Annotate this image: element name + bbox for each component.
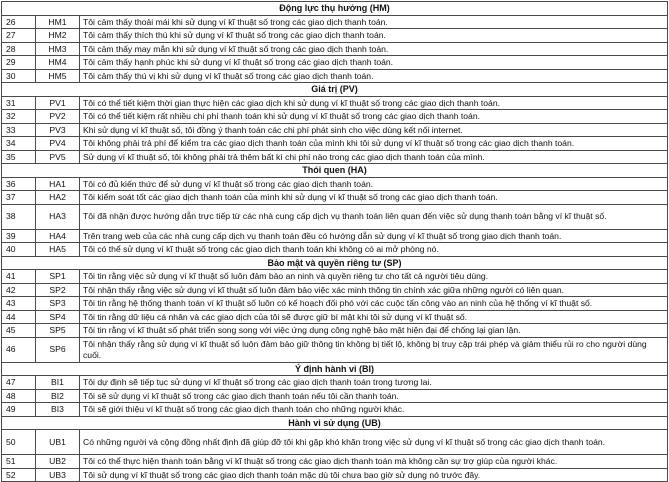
item-number: 41: [2, 270, 36, 284]
item-statement: Tôi kiểm soát tốt các giao dịch thanh toán của mình khi sử dụng ví kĩ thuật số trong các giao dịch thanh toán.: [80, 191, 668, 205]
table-row: [2, 96, 668, 110]
item-number: 35: [2, 150, 36, 164]
section-title: Động lực thụ hưởng (HM): [2, 2, 668, 16]
item-statement: Tôi dự định sẽ tiếp tục sử dụng ví kĩ thuật số trong các giao dịch thanh toán trong tương lai.: [80, 376, 668, 390]
item-code: PV2: [36, 110, 80, 124]
item-number: 48: [2, 389, 36, 403]
item-number: 38: [2, 204, 36, 229]
item-code: PV3: [36, 123, 80, 137]
item-code: HM2: [36, 29, 80, 43]
table-row: [2, 150, 668, 164]
item-code: BI3: [36, 403, 80, 417]
item-statement: Khi sử dụng ví kĩ thuật số, tôi đồng ý thanh toán các chi phí phát sinh cho việc dùng kết nối internet.: [80, 123, 668, 137]
table-row: [2, 110, 668, 124]
item-code: PV1: [36, 96, 80, 110]
item-number: 26: [2, 15, 36, 29]
item-code: PV4: [36, 137, 80, 151]
table-row: [2, 403, 668, 417]
table-row: [2, 29, 668, 43]
section-title: Bảo mật và quyền riêng tư (SP): [2, 256, 668, 270]
item-statement: Tôi cảm thấy hạnh phúc khi sử dụng ví kĩ thuật số trong các giao dịch thanh toán.: [80, 56, 668, 70]
section-header-row: [2, 362, 668, 376]
table-row: [2, 389, 668, 403]
table-row: [2, 56, 668, 70]
item-statement: Tôi cảm thấy thoải mái khi sử dụng ví kĩ thuật số trong các giao dịch thanh toán.: [80, 15, 668, 29]
item-code: SP4: [36, 310, 80, 324]
item-number: 32: [2, 110, 36, 124]
section-header-row: [2, 164, 668, 178]
section-title: Ý định hành vi (BI): [2, 362, 668, 376]
table-row: [2, 376, 668, 390]
table-row: [2, 270, 668, 284]
item-number: 42: [2, 283, 36, 297]
item-statement: Tôi cảm thấy thích thú khi sử dụng ví kĩ thuật số trong các giao dịch thanh toán.: [80, 29, 668, 43]
item-statement: Tôi sử dụng ví kĩ thuật số trong các giao dịch thanh toán mặc dù tôi chưa bao giờ sử dụng nó trước đây.: [80, 468, 668, 482]
item-statement: Tôi đã nhận được hướng dẫn trực tiếp từ các nhà cung cấp dịch vụ thanh toán liên quan đến việc sử dụng thanh toán bằng ví kĩ thuật số.: [80, 204, 668, 229]
item-statement: Tôi sẽ giới thiệu ví kĩ thuật số trong các giao dịch thanh toán cho những người khác.: [80, 403, 668, 417]
item-statement: Tôi có thể sử dụng ví kĩ thuật số trong các giao dịch thanh toán khi không có ai mở phòng nó.: [80, 243, 668, 257]
section-title: Hành vi sử dụng (UB): [2, 416, 668, 430]
item-statement: Tôi không phải trả phí để kiểm tra các giao dịch thanh toán của mình khi tôi sử dụng ví kĩ thuật số trong các giao dịch thanh toán.: [80, 137, 668, 151]
item-statement: Tôi có thể tiết kiệm thời gian thực hiện các giao dịch khi sử dụng ví kĩ thuật số trong các giao dịch thanh toán.: [80, 96, 668, 110]
item-number: 49: [2, 403, 36, 417]
table-row: [2, 137, 668, 151]
table-row: [2, 69, 668, 83]
section-header-row: [2, 256, 668, 270]
item-statement: Tôi tin rằng hệ thống thanh toán ví kĩ thuật số luôn có kế hoạch đối phó với các cuộc tấn công vào an ninh của hệ thống ví kĩ thuật số.: [80, 297, 668, 311]
item-code: HM4: [36, 56, 80, 70]
table-row: [2, 310, 668, 324]
item-number: 51: [2, 455, 36, 469]
table-row: [2, 455, 668, 469]
item-number: 43: [2, 297, 36, 311]
item-statement: Tôi có đủ kiến thức để sử dụng ví kĩ thuật số trong các giao dịch thanh toán.: [80, 177, 668, 191]
item-number: 39: [2, 229, 36, 243]
section-header-row: [2, 2, 668, 16]
survey-items-table: [1, 1, 668, 482]
table-row: [2, 243, 668, 257]
item-code: UB2: [36, 455, 80, 469]
item-number: 50: [2, 430, 36, 455]
table-row: [2, 15, 668, 29]
table-row: [2, 204, 668, 229]
table-row: [2, 283, 668, 297]
item-code: HA4: [36, 229, 80, 243]
item-statement: Tôi tin rằng ví kĩ thuật số phát triển song song với việc ứng dụng công nghệ bảo mật hiện đại để chống lại gian lận.: [80, 324, 668, 338]
item-statement: Sử dụng ví kĩ thuật số, tôi không phải trả thêm bất kì chi phí nào trong các giao dịch thanh toán của mình.: [80, 150, 668, 164]
item-code: SP3: [36, 297, 80, 311]
item-number: 36: [2, 177, 36, 191]
item-code: SP1: [36, 270, 80, 284]
item-code: SP6: [36, 337, 80, 362]
item-number: 27: [2, 29, 36, 43]
item-number: 45: [2, 324, 36, 338]
item-number: 29: [2, 56, 36, 70]
item-number: 34: [2, 137, 36, 151]
item-code: SP2: [36, 283, 80, 297]
table-row: [2, 324, 668, 338]
item-statement: Tôi có thể tiết kiệm rất nhiều chi phí thanh toán khi sử dụng ví kĩ thuật số trong các giao dịch thanh toán.: [80, 110, 668, 124]
item-number: 40: [2, 243, 36, 257]
table-row: [2, 297, 668, 311]
item-statement: Có những người và cộng đồng nhất định đã giúp đỡ tôi khi gặp khó khăn trong việc sử dụng ví kĩ thuật số trong các giao dịch thanh toán.: [80, 430, 668, 455]
item-number: 52: [2, 468, 36, 482]
item-statement: Tôi cảm thấy thú vị khi sử dụng ví kĩ thuật số trong các giao dịch thanh toán.: [80, 69, 668, 83]
item-code: HA5: [36, 243, 80, 257]
item-statement: Tôi nhận thấy rằng việc sử dụng ví kĩ thuật số luôn đảm bảo việc xác minh thông tin chính xác giữa những người có liên quan.: [80, 283, 668, 297]
item-number: 37: [2, 191, 36, 205]
section-header-row: [2, 83, 668, 97]
item-code: UB3: [36, 468, 80, 482]
item-number: 46: [2, 337, 36, 362]
item-statement: Tôi tin rằng dữ liệu cá nhân và các giao dịch của tôi sẽ được giữ bí mật khi tôi sử dụng ví kĩ thuật số.: [80, 310, 668, 324]
item-number: 47: [2, 376, 36, 390]
item-code: HA1: [36, 177, 80, 191]
item-statement: Tôi tin rằng việc sử dụng ví kĩ thuật số luôn đảm bảo an ninh và quyền riêng tư cho tất cả người tiêu dùng.: [80, 270, 668, 284]
section-header-row: [2, 416, 668, 430]
table-row: [2, 337, 668, 362]
item-number: 31: [2, 96, 36, 110]
item-number: 44: [2, 310, 36, 324]
table-row: [2, 123, 668, 137]
item-code: HM5: [36, 69, 80, 83]
item-code: BI2: [36, 389, 80, 403]
survey-items-body: [2, 2, 668, 482]
item-statement: Tôi cảm thấy may mắn khi sử dụng ví kĩ thuật số trong các giao dịch thanh toán.: [80, 42, 668, 56]
item-number: 33: [2, 123, 36, 137]
item-number: 28: [2, 42, 36, 56]
item-code: HA3: [36, 204, 80, 229]
section-title: Giá trị (PV): [2, 83, 668, 97]
item-code: PV5: [36, 150, 80, 164]
item-statement: Tôi có thể thực hiện thanh toán bằng ví kĩ thuật số trong các giao dịch thanh toán mà không cần sự trợ giúp của người khác.: [80, 455, 668, 469]
item-statement: Trên trang web của các nhà cung cấp dịch vụ thanh toán đều có hướng dẫn sử dụng ví kĩ thuật số trong giao dịch thanh toán.: [80, 229, 668, 243]
item-code: SP5: [36, 324, 80, 338]
item-code: HM1: [36, 15, 80, 29]
table-row: [2, 191, 668, 205]
table-row: [2, 430, 668, 455]
item-code: HA2: [36, 191, 80, 205]
item-code: HM3: [36, 42, 80, 56]
table-row: [2, 468, 668, 482]
table-row: [2, 42, 668, 56]
item-number: 30: [2, 69, 36, 83]
item-statement: Tôi nhận thấy rằng sử dụng ví kĩ thuật số luôn đảm bảo giữ thông tin không bị tiết lộ, không bị truy cập trái phép và giảm thiểu rủi ro cho người dùng cuối.: [80, 337, 668, 362]
item-code: UB1: [36, 430, 80, 455]
item-statement: Tôi sẽ sử dụng ví kĩ thuật số trong các giao dịch thanh toán nếu tôi cần thanh toán.: [80, 389, 668, 403]
table-row: [2, 177, 668, 191]
item-code: BI1: [36, 376, 80, 390]
section-title: Thói quen (HA): [2, 164, 668, 178]
table-row: [2, 229, 668, 243]
